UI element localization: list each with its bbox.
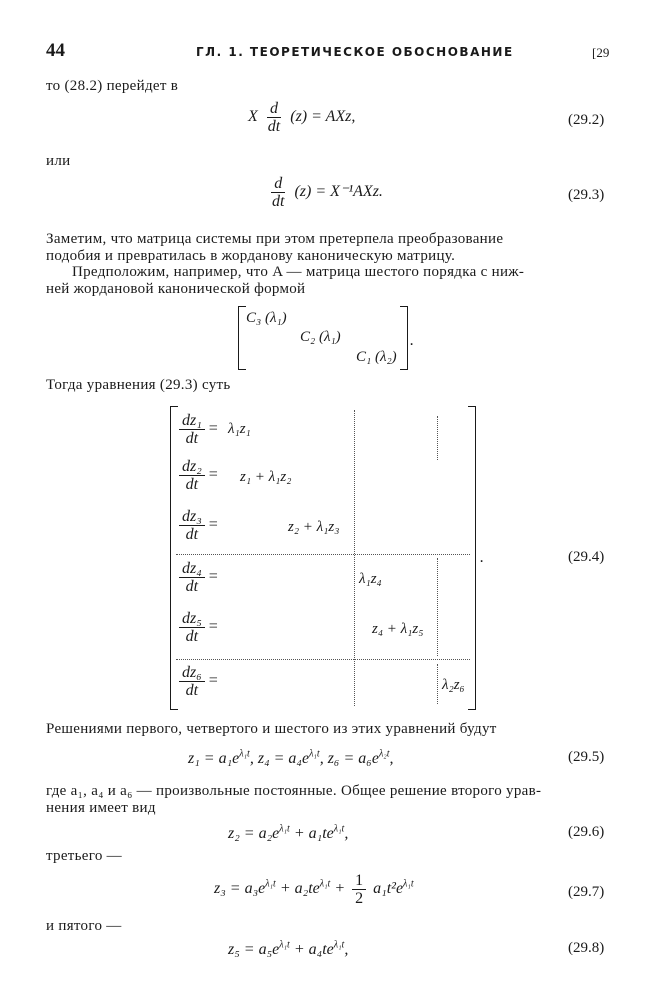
equation-29-4-matrix xyxy=(170,406,476,710)
eq294-row6-rhs: λ₂z₆ xyxy=(442,677,465,693)
paragraph-3-line-2: подобия и превратилась в жорданову каноническую матрицу. xyxy=(46,248,456,264)
eq294-row-5 xyxy=(176,610,219,645)
eq294-row1-eq: = xyxy=(207,420,219,438)
paragraph-2: или xyxy=(46,153,71,169)
eq293-fraction xyxy=(269,175,287,210)
eq294-row-2 xyxy=(176,458,219,493)
eq294-row6-eq: = xyxy=(207,672,219,690)
eq294-row2-eq: = xyxy=(207,466,219,484)
eq294-row2-frac xyxy=(179,458,205,493)
eq294-row3-num: dz₃ xyxy=(179,508,205,526)
equation-29-3 xyxy=(266,175,383,210)
eq294-row4-rhs: λ₁z₄ xyxy=(359,571,382,587)
eq294-row5-den: dt xyxy=(185,628,199,645)
eq294-right-bracket xyxy=(468,406,476,710)
eq293-body: (z) = X⁻¹AXz. xyxy=(294,183,383,201)
eq292-label: (29.2) xyxy=(568,112,605,128)
jordan-block-c1: C₁ (λ₂) xyxy=(356,349,397,365)
eq297-num: 1 xyxy=(352,872,366,890)
paragraph-4-line-2: ней жордановой канонической формой xyxy=(46,281,306,297)
eq297-label: (29.7) xyxy=(568,884,605,900)
eq297-fraction xyxy=(352,872,366,907)
jordan-right-bracket xyxy=(400,306,408,370)
eq294-row5-eq: = xyxy=(207,618,219,636)
paragraph-7-line-2: нения имеет вид xyxy=(46,800,156,816)
eq294-row3-rhs: z₂ + λ₁z₃ xyxy=(288,519,340,535)
eq295-label: (29.5) xyxy=(568,749,605,765)
eq292-den: dt xyxy=(267,118,281,135)
eq294-row1-num: dz₁ xyxy=(179,412,205,430)
eq294-vsep-3 xyxy=(437,558,438,656)
eq294-separator-2 xyxy=(176,659,470,660)
eq292-num: d xyxy=(267,100,281,118)
eq298-label: (29.8) xyxy=(568,940,605,956)
page-number: 44 xyxy=(46,40,65,61)
eq294-period: . xyxy=(480,549,484,566)
eq294-vsep-2 xyxy=(437,416,438,460)
jordan-block-c2: C₂ (λ₁) xyxy=(300,329,341,345)
eq292-body: (z) = AXz, xyxy=(290,108,356,126)
jordan-period: . xyxy=(410,332,414,349)
eq296-label: (29.6) xyxy=(568,824,605,840)
eq293-label: (29.3) xyxy=(568,187,605,203)
eq293-den: dt xyxy=(272,193,285,210)
paragraph-8: третьего — xyxy=(46,848,122,864)
equation-29-2 xyxy=(248,100,355,135)
eq294-row4-num: dz₄ xyxy=(179,560,205,578)
eq294-row-3 xyxy=(176,508,219,543)
eq294-row5-num: dz₅ xyxy=(179,610,205,628)
eq297-left: $z_3 = a_3e^{\lambda_1t} + a_2te^{\lambda_1t}$ + xyxy=(214,878,346,898)
eq294-row2-rhs: z₁ + λ₁z₂ xyxy=(240,469,292,485)
eq294-row5-frac xyxy=(179,610,205,645)
eq294-row2-den: dt xyxy=(185,476,199,493)
equation-29-6: $z_2 = a_2e^{\lambda_1t} + a_1te^{\lambda_1t}$, xyxy=(228,824,349,843)
eq294-row4-eq: = xyxy=(207,568,219,586)
equation-29-5: $z_1 = a_1e^{\lambda_1t}$, $z_4 = a_4e^{\lambda_1t}$, $z_6 = a_6e^{\lambda_2t}$, xyxy=(188,749,394,768)
eq294-row4-frac xyxy=(179,560,205,595)
eq294-row6-num: dz₆ xyxy=(179,664,205,682)
chapter-title: ГЛ. 1. ТЕОРЕТИЧЕСКОЕ ОБОСНОВАНИЕ xyxy=(196,45,514,59)
eq297-right: $a_1t^2e^{\lambda_1t}$ xyxy=(373,878,414,898)
paragraph-5: Тогда уравнения (29.3) суть xyxy=(46,377,231,393)
eq294-row1-rhs: λ₁z₁ xyxy=(228,421,251,437)
jordan-block-c3: C₃ (λ₁) xyxy=(246,310,287,326)
paragraph-4-line-1: Предположим, например, что A — матрица шестого порядка с ниж- xyxy=(72,264,525,280)
eq294-row6-frac xyxy=(179,664,205,699)
eq292-prefix: X xyxy=(248,108,258,126)
eq297-den: 2 xyxy=(355,890,364,907)
eq294-separator-1 xyxy=(176,554,470,555)
jordan-left-bracket xyxy=(238,306,246,370)
eq294-row5-rhs: z₄ + λ₁z₅ xyxy=(372,621,424,637)
eq294-row-1 xyxy=(176,412,219,447)
section-marker: [29 xyxy=(592,45,610,60)
eq294-row4-den: dt xyxy=(185,578,199,595)
eq293-num: d xyxy=(271,175,285,193)
paragraph-1: то (28.2) перейдет в xyxy=(46,78,179,94)
eq294-row-4 xyxy=(176,560,219,595)
eq294-vsep-4 xyxy=(437,664,438,704)
eq294-row3-den: dt xyxy=(185,526,199,543)
eq294-row2-num: dz₂ xyxy=(179,458,205,476)
eq294-row3-eq: = xyxy=(207,516,219,534)
paragraph-6: Решениями первого, четвертого и шестого из этих уравнений будут xyxy=(46,721,497,737)
paragraph-3-line-1: Заметим, что матрица системы при этом претерпела преобразование xyxy=(46,231,504,247)
eq294-row6-den: dt xyxy=(185,682,199,699)
eq294-vsep-1 xyxy=(354,410,355,706)
equation-29-8: $z_5 = a_5e^{\lambda_1t} + a_4te^{\lambda_1t}$, xyxy=(228,940,349,959)
eq294-row1-den: dt xyxy=(185,430,199,447)
eq294-row1-frac xyxy=(179,412,205,447)
eq292-fraction xyxy=(265,100,283,135)
eq294-row3-frac xyxy=(179,508,205,543)
eq294-row-6 xyxy=(176,664,219,699)
paragraph-7-line-1: где a₁, a₄ и a₆ — произвольные постоянные. Общее решение второго урав- xyxy=(46,783,542,799)
eq294-label: (29.4) xyxy=(568,549,605,565)
equation-29-7 xyxy=(214,872,414,907)
jordan-matrix xyxy=(238,306,408,370)
paragraph-9: и пятого — xyxy=(46,918,122,934)
